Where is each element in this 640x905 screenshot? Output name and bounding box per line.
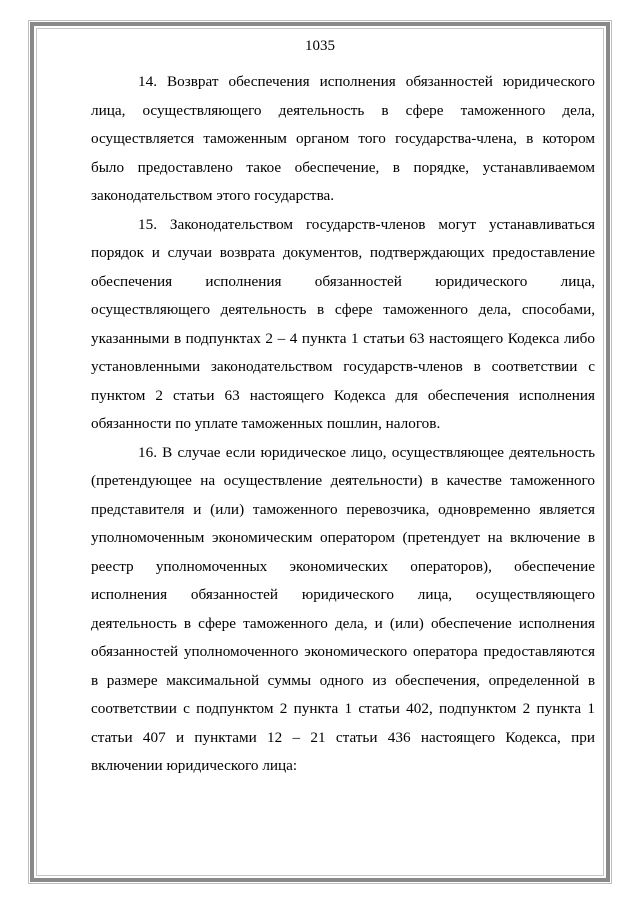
- document-body: [91, 68, 595, 781]
- paragraph-16: 16. В случае если юридическое лицо, осуществляющее деятельность (претендующее на осуществление деятельности) в качестве таможенного представителя и (или) таможенного перевозчика, одновременно является уполномоченным экономическим оператором (претендует на включение в реестр уполномоченных экономических операторов), обеспечение исполнения обязанностей юридического лица, осуществляющего деятельность в сфере таможенного дела, и (или) обеспечение исполнения обязанностей уполномоченного экономического оператора предоставляются в размере максимальной суммы одного из обеспечения, определенной в соответствии с подпунктом 2 пункта 1 статьи 402, подпунктом 2 пункта 1 статьи 407 и пунктами 12 – 21 статьи 436 настоящего Кодекса, при включении юридического лица:: [91, 443, 595, 774]
- paragraph-15: 15. Законодательством государств-членов могут устанавливаться порядок и случаи возврата документов, подтверждающих предоставление обеспечения исполнения обязанностей юридического лица, осуществляющего деятельность в сфере таможенного дела, способами, указанными в подпунктах 2 – 4 пункта 1 статьи 63 настоящего Кодекса либо установленными законодательством государств-членов в соответствии с пунктом 2 статьи 63 настоящего Кодекса для обеспечения исполнения обязанности по уплате таможенных пошлин, налогов.: [91, 215, 595, 432]
- page-number: 1035: [305, 38, 335, 54]
- paragraph-14: 14. Возврат обеспечения исполнения обязанностей юридического лица, осуществляющего деятельность в сфере таможенного дела, осуществляется таможенным органом того государства-члена, в котором было предоставлено такое обеспечение, в порядке, устанавливаемом законодательством этого государства.: [91, 73, 595, 204]
